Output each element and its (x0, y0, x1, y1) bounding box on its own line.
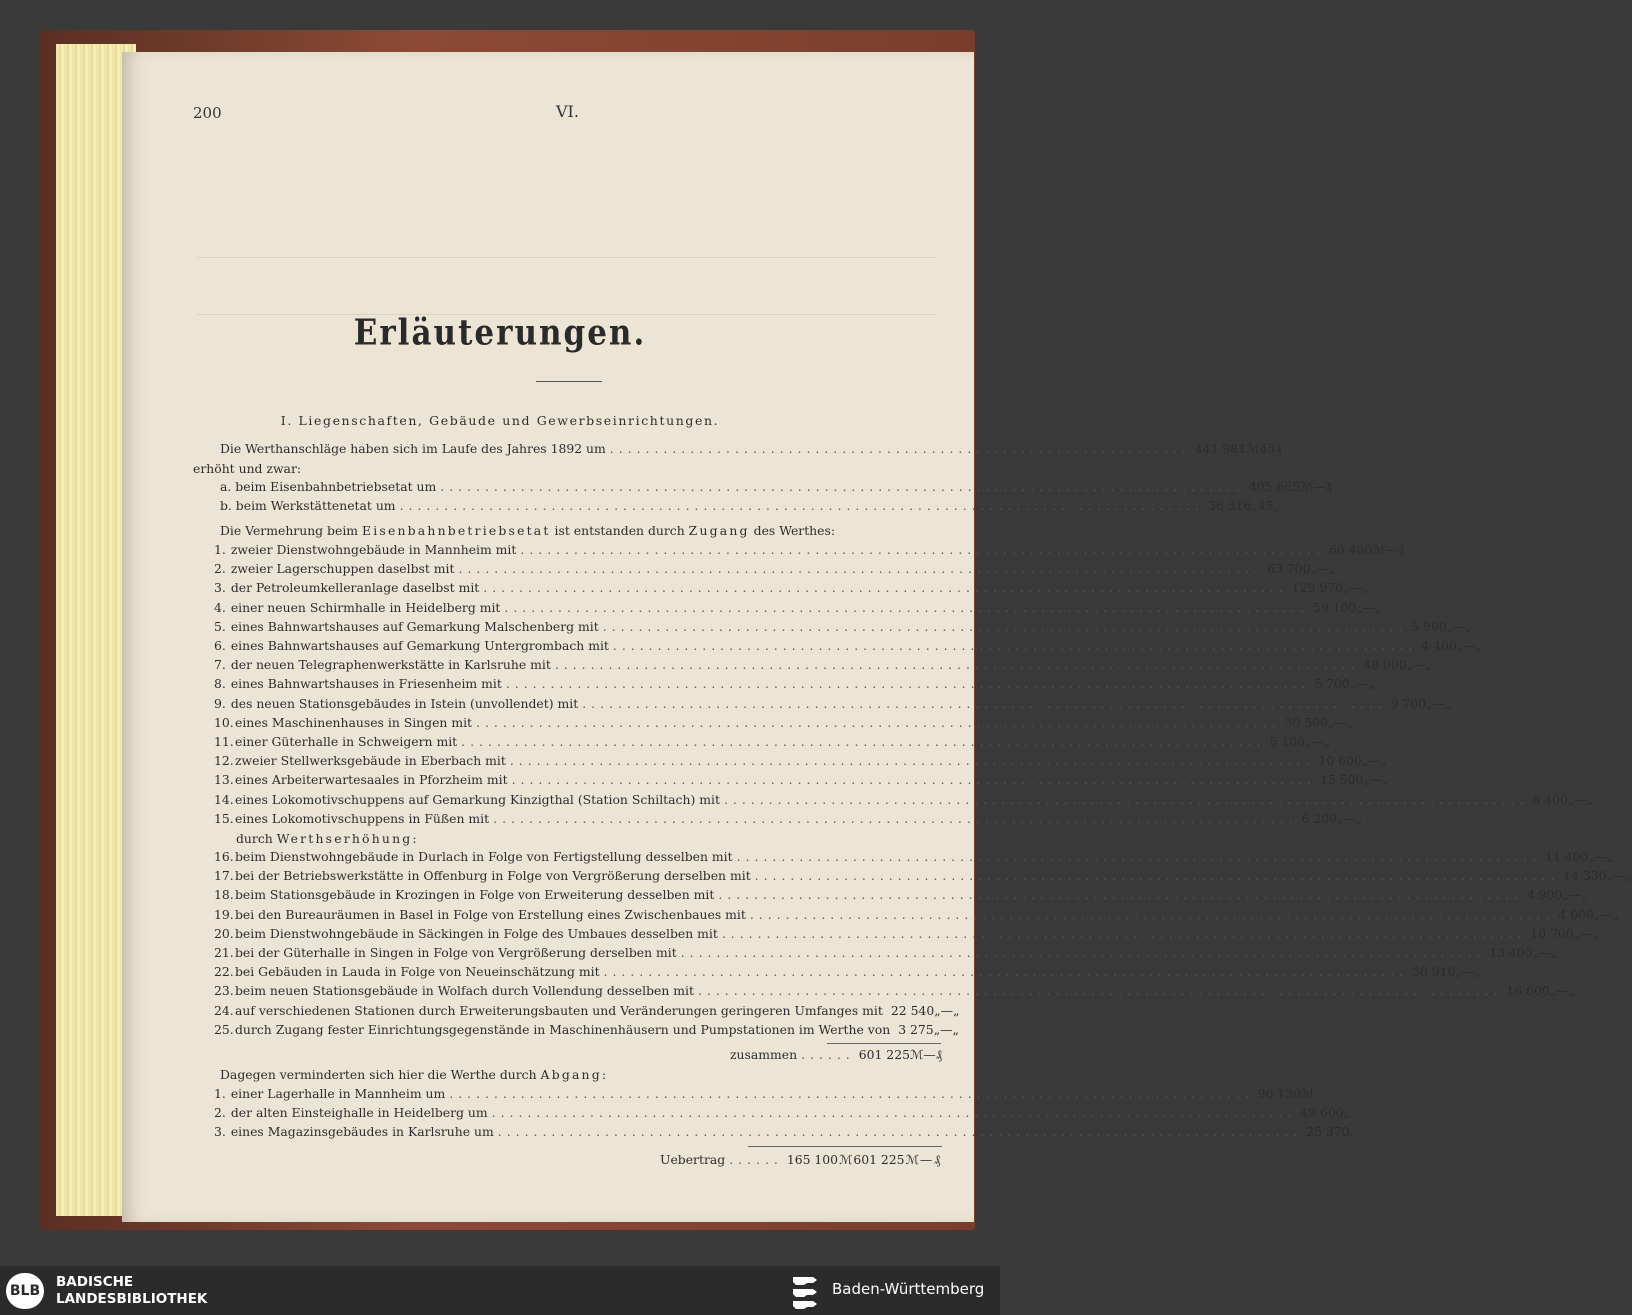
leader-dots: .......................................................................................... (736, 849, 1542, 864)
bleed-through-rule (197, 257, 937, 258)
unit: „ (1426, 695, 1433, 711)
pfennig: — (1568, 887, 1582, 903)
unit: „ (1327, 714, 1335, 730)
revaluation-row (214, 925, 1599, 944)
breakdown-row (220, 498, 1281, 516)
amount: 4 400 (1421, 638, 1457, 653)
unit: „ (1588, 849, 1595, 864)
item-number: 3. (214, 1124, 226, 1139)
revaluation-row (214, 868, 1632, 886)
item-number: 20. (214, 925, 234, 941)
pfennig: — (1334, 714, 1347, 730)
pfennig-unit: „ (1368, 676, 1376, 692)
pfennig-unit: „ (1474, 964, 1481, 980)
leader-dots: .......................................................................................... (505, 676, 1311, 692)
revaluation-heading (236, 831, 419, 846)
pfennig-unit: „ (1444, 695, 1452, 711)
item-number: 24. (214, 1002, 234, 1018)
pfennig-unit: „ (1568, 983, 1576, 999)
unit: „ (1455, 964, 1462, 980)
revaluation-row (214, 945, 1558, 963)
addition-row (214, 542, 1405, 560)
heading-text: durch (236, 831, 273, 846)
pfennig: — (1594, 849, 1608, 864)
pfennig: — (1311, 734, 1324, 749)
page-number: 200 (193, 104, 222, 122)
amount: 10 700 (1530, 925, 1574, 941)
pfennig-unit: „ (1592, 925, 1599, 941)
carryover-row (660, 1152, 942, 1170)
unit: „ (1305, 734, 1312, 749)
item-number: 11. (214, 734, 234, 749)
unit: „ (1606, 868, 1613, 884)
heading-text: Dagegen verminderten sich hier die Werthe durch (220, 1067, 537, 1082)
intro-row (220, 441, 1282, 459)
item-number: 15. (214, 810, 234, 826)
decrease-heading (220, 1067, 608, 1082)
carryover-rule (748, 1146, 942, 1147)
item-text: zweier Lagerschuppen daselbst mit (230, 561, 455, 577)
pfennig: — (1349, 580, 1362, 596)
leader-dots: .......................................................................................... (602, 618, 1408, 634)
page-header: VI. (556, 102, 579, 121)
addition-row (214, 657, 1432, 675)
leader-dots: .......................................................................................... (754, 868, 1560, 884)
unit: „ (1361, 753, 1369, 769)
item-text: durch Zugang fester Einrichtungsgegenstände in Maschinenhäusern und Pumpstationen im Werthe von (235, 1021, 891, 1037)
item-number: 19. (214, 906, 234, 922)
amount: 601 225 (853, 1152, 905, 1167)
revaluation-row (214, 849, 1614, 867)
revaluation-row (214, 887, 1588, 905)
leader-dots: ...... (801, 1047, 855, 1062)
item-text: eines Bahnwartshauses auf Gemarkung Untergrombach mit (230, 638, 609, 653)
unit: „ (933, 1021, 941, 1037)
addition-row (214, 618, 1472, 637)
increase-heading (220, 523, 835, 538)
item-number: 25. (214, 1021, 234, 1037)
item-number: 2. (214, 561, 226, 577)
leader-dots: .......................................................................................... (680, 945, 1486, 960)
amount: 30 500 (1284, 714, 1328, 730)
unit: „ (1343, 1105, 1350, 1120)
heading-spaced: Werthserhöhung: (276, 831, 419, 846)
item-text: beim Stationsgebäude in Krozingen in Folge von Erweiterung desselben mit (235, 887, 715, 903)
pfennig: — (1369, 772, 1383, 788)
item-number: 8. (214, 676, 226, 692)
item-number: 7. (214, 657, 226, 673)
leader-dots: .......................................................................................... (718, 887, 1523, 903)
heading-spaced: Zugang (688, 523, 750, 538)
intro-continuation: erhöht und zwar: (193, 461, 302, 476)
amount: 11 400 (1545, 849, 1589, 864)
leader-dots: .......................................................................................... (483, 580, 1288, 596)
unit: „ (1356, 599, 1363, 615)
item-number: 2. (214, 1105, 226, 1120)
revaluation-row (214, 1021, 959, 1040)
addition-row (214, 810, 1363, 829)
pfennig: — (1413, 657, 1426, 673)
amount: 59 100 (1312, 599, 1357, 615)
item-text: auf verschiedenen Stationen durch Erweiterungsbauten und Veränderungen geringeren Umfanges mit (235, 1002, 883, 1018)
item-number: 5. (214, 618, 226, 634)
amount: 5 100 (1269, 734, 1306, 749)
pfennig-unit: „ (1382, 772, 1389, 788)
leader-dots: ...... (729, 1152, 783, 1167)
revaluation-row (214, 983, 1576, 1001)
pfennig: 45 (1257, 498, 1274, 513)
leader-dots: .......................................................................................... (399, 498, 1205, 513)
unit: „ (1251, 498, 1258, 513)
item-text: eines Bahnwartshauses in Friesenheim mit (230, 676, 502, 692)
pfennig: — (1453, 618, 1466, 634)
pfennig-unit: „ (1361, 580, 1369, 596)
amount: 15 500 (1320, 772, 1364, 788)
amount: 22 540 (890, 1002, 935, 1018)
addition-row (214, 791, 1594, 810)
total-label: zusammen (730, 1047, 798, 1062)
amount: 13 400 (1489, 945, 1533, 960)
leader-dots: .......................................................................................... (493, 810, 1298, 826)
leader-dots: .......................................................................................... (449, 1086, 1254, 1101)
leader-dots: .......................................................................................... (440, 479, 1245, 494)
pfennig-unit: „ (1607, 849, 1614, 864)
pfennig: — (923, 1047, 936, 1062)
unit: „ (1446, 618, 1454, 634)
pfennig-unit: „ (1355, 810, 1363, 826)
pfennig: — (1385, 542, 1398, 557)
pfennig-unit: „ (1380, 753, 1387, 769)
addition-row (214, 561, 1336, 579)
item-number: 23. (214, 983, 234, 999)
amount: 14 330 (1563, 868, 1607, 884)
pfennig-unit: „ (1346, 714, 1354, 730)
heading-text: des Werthes: (753, 523, 836, 538)
amount: 90 130 (1257, 1086, 1302, 1101)
item-number: 17. (214, 868, 234, 884)
amount: 129 970 (1291, 580, 1344, 596)
sum-rule (827, 1043, 941, 1044)
state-name[interactable]: Baden-Württemberg (832, 1280, 985, 1298)
item-text: zweier Stellwerksgebäude in Eberbach mit (235, 753, 506, 769)
amount: 441 981 (1194, 441, 1247, 456)
item-text: b. beim Werkstättenetat um (220, 498, 396, 513)
addition-row (214, 676, 1376, 694)
amount: 4 000 (1558, 906, 1594, 922)
leader-dots: .......................................................................................... (697, 983, 1503, 999)
addition-row (214, 734, 1331, 752)
leader-dots: .......................................................................................... (504, 599, 1309, 615)
leader-dots: .......................................................................................... (582, 695, 1387, 711)
leader-dots: .......................................................................................... (461, 734, 1266, 749)
leader-dots: .......................................................................................... (509, 753, 1315, 769)
unit: „ (1363, 772, 1370, 788)
revaluation-row (214, 906, 1620, 925)
item-text: bei den Bureauräumen in Basel in Folge von Erstellung eines Zwischenbaues mit (235, 906, 746, 922)
sub-unit: ℳ (839, 1152, 853, 1167)
pfennig-unit: ₰ (934, 1152, 941, 1167)
leader-dots: .......................................................................................... (458, 561, 1263, 577)
leader-dots: .......................................................................................... (721, 925, 1527, 941)
amount: 4 900 (1526, 887, 1563, 903)
unit: ℳ (1299, 479, 1314, 494)
item-text: bei der Betriebswerkstätte in Offenburg in Folge von Vergrößerung derselben mit (235, 868, 751, 884)
item-number: 3. (214, 580, 226, 596)
leader-dots: .......................................................................................... (476, 714, 1281, 730)
amount: 9 700 (1390, 695, 1427, 711)
unit: ℳ (1246, 441, 1260, 456)
revaluation-row (214, 964, 1481, 982)
addition-row (214, 753, 1387, 771)
unit: ℳ (1301, 1086, 1315, 1101)
item-text: bei der Güterhalle in Singen in Folge von Vergrößerung derselben mit (235, 945, 677, 960)
total-row (730, 1047, 942, 1065)
unit: „ (1343, 580, 1350, 596)
addition-row (214, 695, 1452, 714)
item-number: 16. (214, 849, 234, 864)
leader-dots: .......................................................................................... (612, 638, 1418, 653)
item-text: a. beim Eisenbahnbetriebsetat um (220, 479, 437, 494)
leader-dots: .......................................................................................... (749, 906, 1555, 922)
amount: 49 600 (1300, 1105, 1344, 1120)
intro-text: Die Werthanschläge haben sich im Laufe des Jahres 1892 um (220, 441, 606, 456)
item-text: bei Gebäuden in Lauda in Folge von Neueinschätzung mit (235, 964, 600, 980)
pfennig-unit: „ (1612, 906, 1620, 922)
item-number: 21. (214, 945, 234, 960)
pfennig: — (1356, 676, 1369, 692)
addition-row (214, 599, 1382, 618)
item-text: eines Magazinsgebäudes in Karlsruhe um (230, 1124, 494, 1139)
amount: 5 700 (1314, 676, 1350, 692)
pfennig-unit: „ (1586, 791, 1594, 807)
amount: 6 200 (1301, 810, 1338, 826)
pfennig: — (1556, 983, 1569, 999)
section-title: I. Liegenschaften, Gebäude und Gewerbseinrichtungen. (280, 413, 720, 428)
pfennig: — (1368, 753, 1381, 769)
item-text: einer Lagerhalle in Mannheim um (230, 1086, 446, 1101)
pfennig: — (1461, 964, 1475, 980)
pfennig: — (1539, 945, 1552, 960)
leader-dots: .......................................................................................... (491, 1105, 1297, 1120)
pfennig-unit: „ (1375, 599, 1382, 615)
footer-bar (0, 1266, 1000, 1315)
item-number: 4. (214, 599, 226, 615)
pfennig: — (1316, 561, 1330, 577)
item-text: der Petroleumkelleranlage daselbst mit (230, 580, 480, 596)
unit: „ (934, 1002, 941, 1018)
amount: 8 400 (1532, 791, 1568, 807)
heading-spaced: Eisenbahnbetriebsetat (361, 523, 551, 538)
item-number: 10. (214, 714, 234, 730)
amount: 3 275 (898, 1021, 934, 1037)
amount: 36 316 (1208, 498, 1252, 513)
heading-text: ist entstanden durch (554, 523, 685, 538)
leader-dots: ................................................................. (609, 441, 1191, 456)
item-number: 22. (214, 964, 234, 980)
item-text: der alten Einsteighalle in Heidelberg um (230, 1105, 488, 1120)
pfennig-unit: „ (1475, 638, 1483, 653)
amount: 16 600 (1506, 983, 1550, 999)
pfennig-unit: „ (1551, 945, 1558, 960)
baden-wuerttemberg-lions-icon[interactable] (790, 1272, 824, 1310)
unit: „ (1337, 810, 1344, 826)
item-number: 13. (214, 772, 234, 788)
amount: 601 225 (858, 1047, 910, 1062)
pfennig-unit: „ (1465, 618, 1472, 634)
item-text: einer neuen Schirmhalle in Heidelberg mit (230, 599, 501, 615)
pfennig-unit: „ (1625, 868, 1632, 884)
addition-row (214, 580, 1369, 598)
breakdown-row (220, 479, 1332, 497)
unit: „ (1406, 657, 1414, 673)
pfennig-unit: „ (1329, 561, 1336, 577)
leader-dots: .......................................................................................... (497, 1124, 1303, 1139)
library-name[interactable] (56, 1274, 207, 1308)
item-text: eines Arbeiterwartesaales in Pforzheim mit (235, 772, 508, 788)
pfennig: — (1313, 479, 1326, 494)
unit: ℳ (905, 1152, 919, 1167)
unit: „ (1532, 945, 1539, 960)
carryover-label: Uebertrag (660, 1152, 726, 1167)
pfennig: — (919, 1152, 933, 1167)
decrease-row (214, 1086, 1315, 1104)
unit: „ (1456, 638, 1464, 653)
leader-dots: .......................................................................................... (520, 542, 1325, 557)
pfennig-unit: „ (1425, 657, 1432, 673)
amount: 48 000 (1363, 657, 1407, 673)
pfennig: — (1432, 695, 1445, 711)
pfennig-unit: ₰ (935, 1047, 942, 1062)
unit: „ (1573, 925, 1581, 941)
unit: „ (1349, 676, 1357, 692)
item-number: 1. (214, 1086, 226, 1101)
revaluation-row (214, 1002, 960, 1021)
pfennig: — (1463, 638, 1476, 653)
amount: 60 400 (1328, 542, 1373, 557)
pfennig: — (1612, 868, 1626, 884)
item-number: 14. (214, 791, 234, 807)
item-text: beim Dienstwohngebäude in Durlach in Folge von Fertigstellung desselben mit (235, 849, 733, 864)
pfennig: — (1600, 906, 1613, 922)
amount: 36 910 (1412, 964, 1456, 980)
blb-logo[interactable]: BLB (6, 1273, 44, 1309)
amount: 10 600 (1318, 753, 1362, 769)
item-number: 18. (214, 887, 234, 903)
unit: „ (1567, 791, 1575, 807)
unit: ℳ (1372, 542, 1386, 557)
page-title: Erläuterungen. (353, 312, 647, 354)
pfennig-unit: „ (1581, 887, 1588, 903)
item-text: des neuen Stationsgebäudes in Istein (unvollendet) mit (230, 695, 579, 711)
item-text: beim neuen Stationsgebäude in Wolfach durch Vollendung desselben mit (235, 983, 694, 999)
pfennig-unit: „ (953, 1002, 960, 1018)
decrease-row (214, 1105, 1350, 1123)
heading-spaced: Abgang: (540, 1067, 609, 1082)
pfennig: 45 (1259, 441, 1276, 456)
item-number: 6. (214, 638, 226, 653)
item-number: 9. (214, 695, 226, 711)
amount: 5 900 (1411, 618, 1447, 634)
pfennig-unit: ₰ (1275, 441, 1282, 456)
pfennig-unit: „ (1323, 734, 1331, 749)
leader-dots: .......................................................................................... (554, 657, 1360, 673)
pfennig-unit: ₰ (1325, 479, 1332, 494)
library-name-line1: BADISCHE (56, 1274, 134, 1290)
item-number: 12. (214, 753, 234, 769)
pfennig-unit: ₰ (1397, 542, 1405, 557)
item-text: zweier Dienstwohngebäude in Mannheim mit (230, 542, 517, 557)
pfennig: — (940, 1002, 954, 1018)
item-text: eines Bahnwartshauses auf Gemarkung Malschenberg mit (230, 618, 599, 634)
unit: ℳ (909, 1047, 924, 1062)
unit: „ (1562, 887, 1569, 903)
item-text: eines Lokomotivschuppens in Füßen mit (235, 810, 490, 826)
addition-row (214, 772, 1389, 790)
decrease-row (214, 1124, 1357, 1142)
leader-dots: .......................................................................................... (603, 964, 1409, 980)
pfennig-unit: „ (1273, 498, 1281, 513)
sub-amount: 165 100 (786, 1152, 839, 1167)
item-number: 1. (214, 542, 226, 557)
pfennig: — (1343, 810, 1356, 826)
amount: 63 700 (1267, 561, 1311, 577)
item-text: eines Lokomotivschuppens auf Gemarkung Kinzigthal (Station Schiltach) mit (235, 791, 720, 807)
library-name-line2: LANDESBIBLIOTHEK (56, 1291, 208, 1307)
unit: „ (1310, 561, 1317, 577)
amount: 405 665 (1248, 479, 1300, 494)
item-text: beim Dienstwohngebäude in Säckingen in Folge des Umbaues desselben mit (235, 925, 718, 941)
title-rule (536, 381, 602, 382)
pfennig-unit: „ (952, 1021, 959, 1037)
addition-row (214, 638, 1483, 656)
unit: „ (1349, 1124, 1357, 1139)
pfennig: — (1362, 599, 1376, 615)
amount: 25 370 (1306, 1124, 1350, 1139)
heading-text: Die Vermehrung beim (220, 523, 359, 538)
pfennig: — (1574, 791, 1587, 807)
unit: „ (1593, 906, 1601, 922)
unit: „ (1549, 983, 1557, 999)
item-text: der neuen Telegraphenwerkstätte in Karlsruhe mit (230, 657, 551, 673)
pfennig: — (1580, 925, 1593, 941)
leader-dots: .......................................................................................... (511, 772, 1317, 788)
leader-dots: .......................................................................................... (723, 791, 1529, 807)
pfennig: — (940, 1021, 953, 1037)
item-text: einer Güterhalle in Schweigern mit (235, 734, 458, 749)
addition-row (214, 714, 1354, 733)
item-text: eines Maschinenhauses in Singen mit (235, 714, 473, 730)
